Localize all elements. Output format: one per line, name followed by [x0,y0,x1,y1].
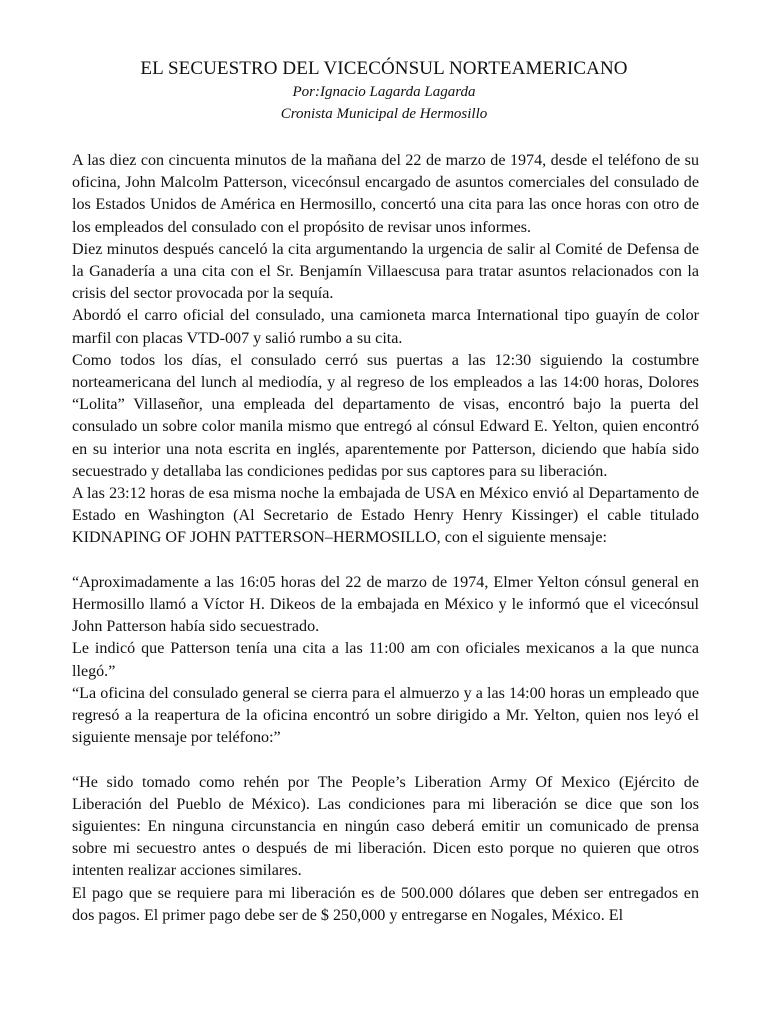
paragraph-spacer [72,550,699,572]
paragraph: “He sido tomado como rehén por The People’s Liberation Army Of Mexico (Ejército de Liberación del Pueblo de México). Las condiciones para mi liberación se dice que son los siguientes: En ninguna circunstancia en ningún caso deberá emitir un comunicado de prensa sobre mi secuestro antes o después de mi liberación. Dicen esto porque no quieren que otros intenten realizar acciones similares. [72,773,699,880]
paragraph: “Aproximadamente a las 16:05 horas del 22 de marzo de 1974, Elmer Yelton cónsul general en Hermosillo llamó a Víctor H. Dikeos de la embajada en México y le informó que el vicecónsul John Patterson había sido secuestrado. [72,573,699,636]
paragraph: A las diez con cincuenta minutos de la mañana del 22 de marzo de 1974, desde el teléfono de su oficina, John Malcolm Patterson, vicecónsul encargado de asuntos comerciales del consulado de los Estados Unidos de América en Hermosillo, concertó una cita para las once horas con otro de los empleados del consulado con el propósito de revisar unos informes. [72,152,699,236]
page-title: EL SECUESTRO DEL VICECÓNSUL NORTEAMERICANO [140,58,628,79]
paragraph: A las 23:12 horas de esa misma noche la embajada de USA en México envió al Departamento de Estado en Washington (Al Secretario de Estado Henry Henry Kissinger) el cable titulado KIDNAPING OF JOHN PATTERSON–HERMOSILLO, con el siguiente mensaje: [72,485,699,547]
document-body [72,150,699,927]
author-role: Cronista Municipal de Hermosillo [280,106,488,122]
paragraph: Diez minutos después canceló la cita argumentando la urgencia de salir al Comité de Defensa de la Ganadería a una cita con el Sr. Benjamín Villaescusa para tratar asuntos relacionados con la crisis del sector provocada por la sequía. [72,240,699,303]
paragraph: Como todos los días, el consulado cerró sus puertas a las 12:30 siguiendo la costumbre norteamericana del lunch al mediodía, y al regreso de los empleados a las 14:00 horas, Dolores “Lolita” Villaseñor, una empleada del departamento de visas, encontró bajo la puerta del consulado un sobre color manila mismo que entregó al cónsul Edward E. Yelton, quien encontró en su interior una nota escrita en inglés, aparentemente por Patterson, diciendo que había sido secuestrado y detallaba las condiciones pedidas por sus captores para su liberación. [72,351,699,480]
paragraph: “La oficina del consulado general se cierra para el almuerzo y a las 14:00 horas un empleado que regresó a la reapertura de la oficina encontró un sobre dirigido a Mr. Yelton, quien nos leyó el siguiente mensaje por teléfono:” [72,684,699,747]
paragraph-spacer [72,749,699,771]
author-line: Por:Ignacio Lagarda Lagarda [292,84,476,100]
paragraph: El pago que se requiere para mi liberación es de 500.000 dólares que deben ser entregados en dos pagos. El primer pago debe ser de $ 250,000 y entregarse en Nogales, México. El [72,884,699,924]
paragraph: Abordó el carro oficial del consulado, una camioneta marca International tipo guayín de color marfil con placas VTD-007 y salió rumbo a su cita. [72,307,699,347]
paragraph: Le indicó que Patterson tenía una cita a las 11:00 am con oficiales mexicanos a la que nunca llegó.” [72,640,699,680]
